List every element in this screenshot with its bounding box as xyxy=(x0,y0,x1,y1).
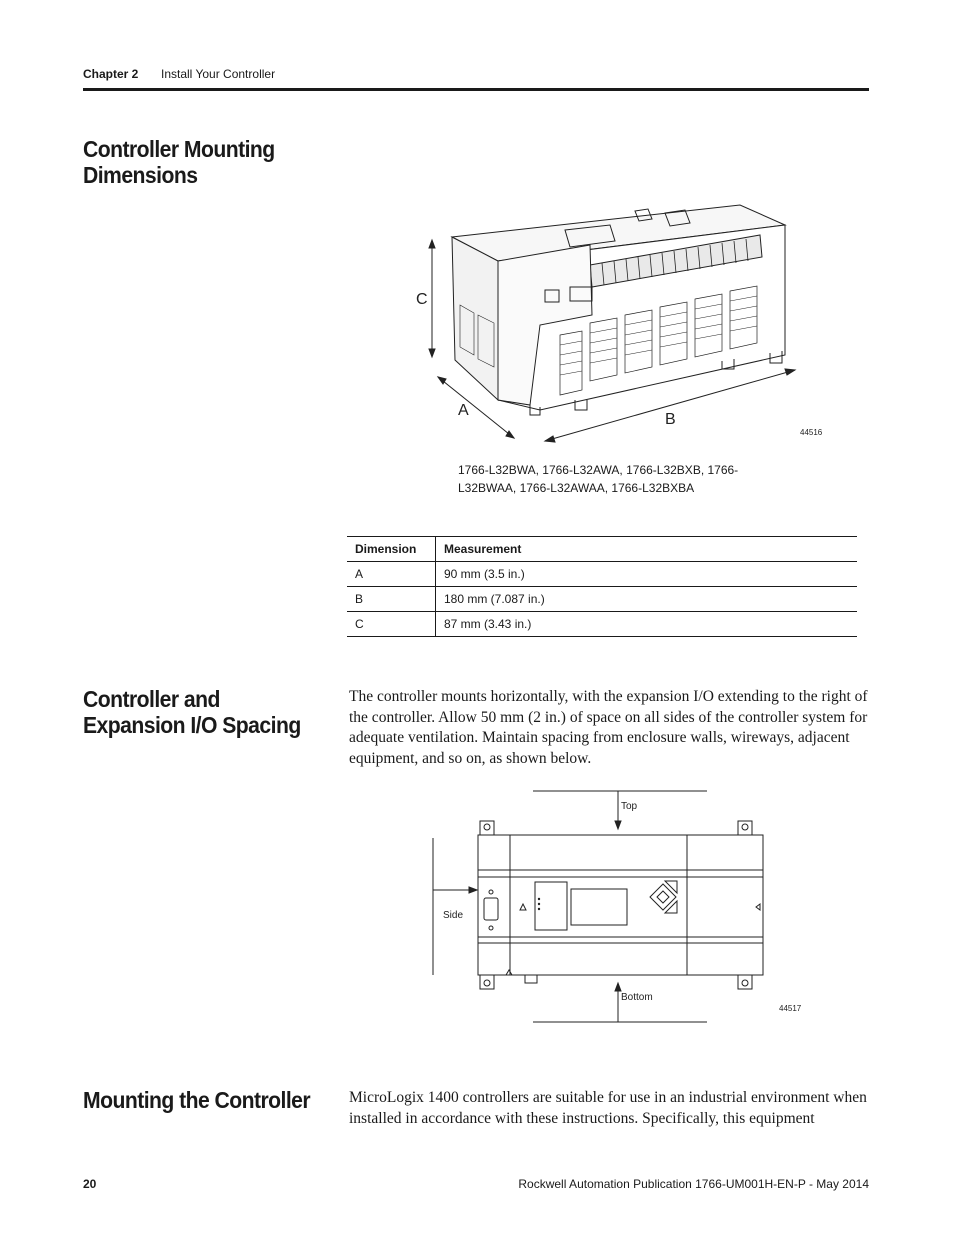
header-rule xyxy=(83,88,869,91)
column-header-measurement: Measurement xyxy=(436,537,858,562)
table-row xyxy=(347,612,857,637)
chapter-title: Install Your Controller xyxy=(161,67,276,81)
top-label: Top xyxy=(621,801,638,812)
column-header-dimension: Dimension xyxy=(347,537,436,562)
table-row xyxy=(347,562,857,587)
cell-measurement: 180 mm (7.087 in.) xyxy=(436,587,858,612)
heading-controller-mounting-dimensions: Controller Mounting Dimensions xyxy=(83,136,275,188)
dimension-label-c: C xyxy=(416,291,428,308)
cell-dimension: A xyxy=(347,562,436,587)
table-row xyxy=(347,587,857,612)
heading-controller-expansion-spacing: Controller and Expansion I/O Spacing xyxy=(83,686,301,738)
page-number: 20 xyxy=(83,1177,97,1191)
cell-measurement: 90 mm (3.5 in.) xyxy=(436,562,858,587)
cell-measurement: 87 mm (3.43 in.) xyxy=(436,612,858,637)
chapter-label: Chapter 2 xyxy=(83,67,139,81)
figure-id: 44517 xyxy=(779,1004,802,1013)
dimension-label-b: B xyxy=(665,411,676,428)
side-label: Side xyxy=(443,910,464,921)
controller-isometric-figure xyxy=(410,195,830,450)
spacing-paragraph: The controller mounts horizontally, with the expansion I/O extending to the right of the controller. Allow 50 mm (2 in.) of space on all sides of the controller system for adequate ventilation. Maintain spacing from enclosure walls, wireways, adjacent equipment, and so on, as shown below. xyxy=(349,688,868,767)
bottom-label: Bottom xyxy=(621,992,653,1003)
cell-dimension: C xyxy=(347,612,436,637)
heading-mounting-the-controller: Mounting the Controller xyxy=(83,1087,311,1113)
dimensions-table xyxy=(347,536,857,637)
mounting-paragraph: MicroLogix 1400 controllers are suitable for use in an industrial environment when installed in accordance with these instructions. Specifically, this equipment xyxy=(349,1089,867,1127)
publication-info: Rockwell Automation Publication 1766-UM001H-EN-P - May 2014 xyxy=(518,1177,869,1191)
cell-dimension: B xyxy=(347,587,436,612)
controller-spacing-figure xyxy=(425,785,810,1030)
table-header-row xyxy=(347,537,857,562)
figure-caption: 1766-L32BWA, 1766-L32AWA, 1766-L32BXB, 1766-L32BWAA, 1766-L32AWAA, 1766-L32BXBA xyxy=(458,463,739,495)
dimension-label-a: A xyxy=(458,402,469,419)
figure-id: 44516 xyxy=(800,428,823,437)
